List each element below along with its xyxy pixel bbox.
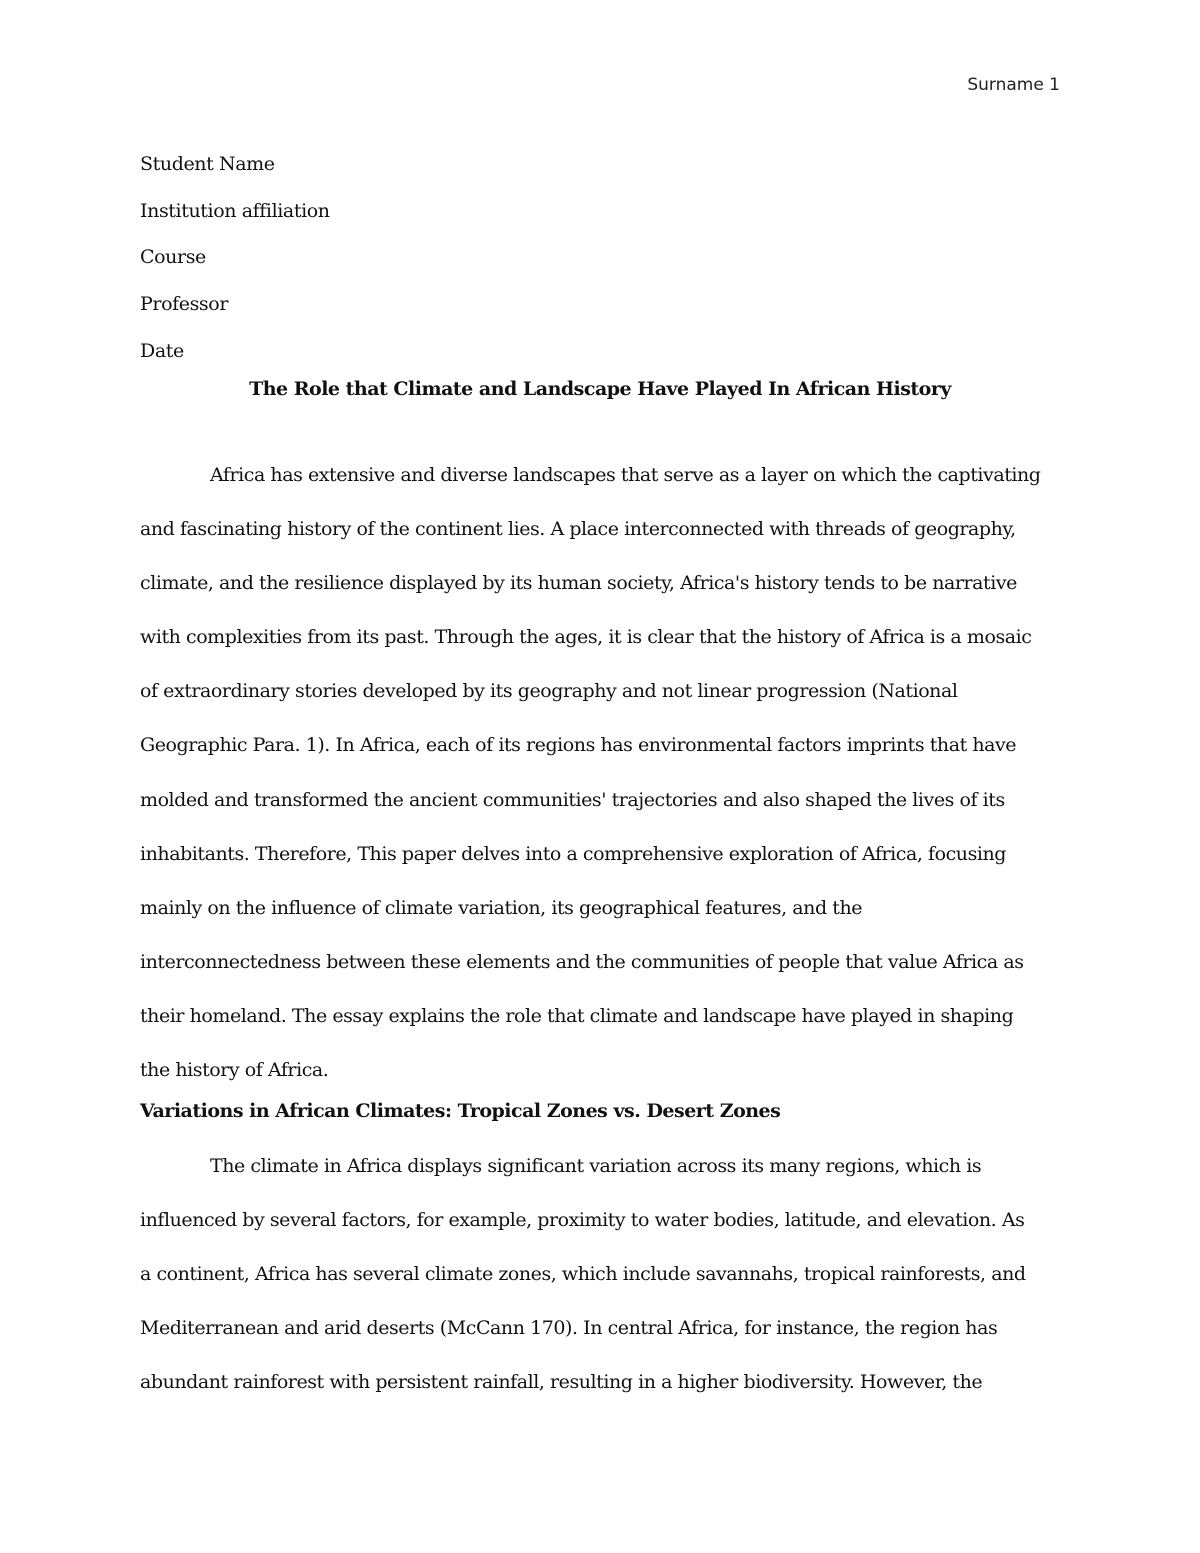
student-name-line: Student Name	[140, 153, 275, 175]
paragraph-1	[140, 448, 1060, 1097]
paragraph-line: Africa has extensive and diverse landscapes that serve as a layer on which the captivating	[210, 464, 1041, 486]
section-heading: Variations in African Climates: Tropical Zones vs. Desert Zones	[140, 1100, 781, 1122]
student-header-block	[140, 141, 1060, 375]
paragraph-line: a continent, Africa has several climate zones, which include savannahs, tropical rainforests, and	[140, 1263, 1026, 1286]
paragraph-line: inhabitants. Therefore, This paper delves into a comprehensive exploration of Africa, focusing	[140, 842, 1007, 865]
paper-title: The Role that Climate and Landscape Have Played In African History	[249, 378, 951, 400]
paragraph-line: interconnectedness between these elements and the communities of people that value Africa as	[140, 950, 1024, 973]
paragraph-line: the history of Africa.	[140, 1059, 329, 1082]
paragraph-line: molded and transformed the ancient communities' trajectories and also shaped the lives of its	[140, 788, 1005, 811]
paragraph-line: of extraordinary stories developed by its geography and not linear progression (National	[140, 680, 958, 703]
running-head: Surname 1	[967, 75, 1060, 95]
paragraph-line: Geographic Para. 1). In Africa, each of its regions has environmental factors imprints that have	[140, 734, 1017, 757]
paragraph-line: climate, and the resilience displayed by its human society, Africa's history tends to be narrative	[140, 572, 1017, 595]
paragraph-line: their homeland. The essay explains the role that climate and landscape have played in shaping	[140, 1004, 1014, 1027]
paragraph-line: and fascinating history of the continent lies. A place interconnected with threads of geography,	[140, 518, 1016, 541]
professor-line: Professor	[140, 293, 229, 316]
paragraph-line: mainly on the influence of climate variation, its geographical features, and the	[140, 896, 863, 919]
institution-line: Institution affiliation	[140, 199, 330, 222]
paragraph-line: with complexities from its past. Through the ages, it is clear that the history of Africa is a mosaic	[140, 626, 1032, 649]
course-line: Course	[140, 246, 206, 269]
paragraph-line: influenced by several factors, for example, proximity to water bodies, latitude, and elevation. As	[140, 1209, 1025, 1232]
paragraph-line: The climate in Africa displays significant variation across its many regions, which is	[210, 1155, 982, 1177]
paragraph-line: abundant rainforest with persistent rainfall, resulting in a higher biodiversity. However, the	[140, 1371, 983, 1394]
date-line: Date	[140, 339, 184, 362]
paragraph-2	[140, 1139, 1060, 1409]
paragraph-line: Mediterranean and arid deserts (McCann 170). In central Africa, for instance, the region has	[140, 1317, 998, 1340]
